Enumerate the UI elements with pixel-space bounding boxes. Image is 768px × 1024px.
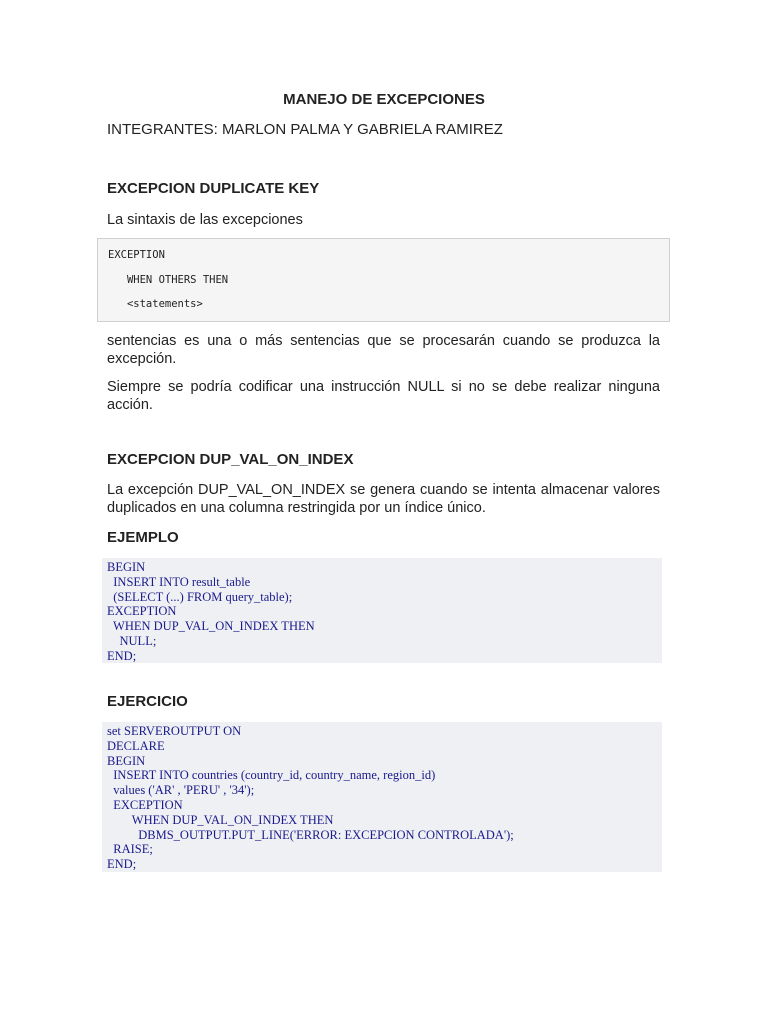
code-line: (SELECT (...) FROM query_table); — [107, 589, 293, 604]
heading-ejemplo: EJEMPLO — [107, 529, 179, 546]
members-line: INTEGRANTES: MARLON PALMA Y GABRIELA RAMIREZ — [107, 121, 503, 138]
code-line: INSERT INTO countries (country_id, country_name, region_id) — [107, 768, 436, 783]
code-line: EXCEPTION — [107, 604, 177, 619]
document-title: MANEJO DE EXCEPCIONES — [283, 91, 485, 108]
code-line: WHEN OTHERS THEN — [108, 274, 229, 286]
code-line: END; — [107, 857, 137, 872]
heading-duplicate-key: EXCEPCION DUPLICATE KEY — [107, 180, 320, 197]
code-line: WHEN DUP_VAL_ON_INDEX THEN — [107, 812, 334, 827]
syntax-code-block — [97, 238, 670, 322]
code-line: EXCEPTION — [107, 797, 183, 812]
example-code-block — [102, 558, 662, 663]
heading-ejercicio: EJERCICIO — [107, 693, 188, 710]
code-line: DECLARE — [107, 738, 165, 753]
code-line: set SERVEROUTPUT ON — [107, 724, 242, 738]
code-line: <statements> — [108, 298, 203, 310]
syntax-intro: La sintaxis de las excepciones — [107, 212, 303, 228]
code-line: DBMS_OUTPUT.PUT_LINE('ERROR: EXCEPCION CONTROLADA'); — [107, 827, 514, 842]
paragraph-null: Siempre se podría codificar una instrucción NULL si no se debe realizar ninguna acción. — [107, 379, 660, 413]
code-line: BEGIN — [107, 560, 146, 574]
code-line: values ('AR' , 'PERU' , '34'); — [107, 783, 255, 798]
code-line: WHEN DUP_VAL_ON_INDEX THEN — [107, 619, 315, 634]
code-line: INSERT INTO result_table — [107, 574, 251, 589]
code-line: BEGIN — [107, 753, 146, 768]
paragraph-dup-val: La excepción DUP_VAL_ON_INDEX se genera cuando se intenta almacenar valores duplicados en una columna restringida por un índice único. — [107, 482, 660, 516]
heading-dup-val-on-index: EXCEPCION DUP_VAL_ON_INDEX — [107, 451, 354, 468]
paragraph-statements: sentencias es una o más sentencias que se procesarán cuando se produzca la excepción. — [107, 333, 660, 367]
exercise-code-block — [102, 722, 662, 872]
code-line: NULL; — [107, 633, 157, 648]
code-line: END; — [107, 648, 137, 663]
code-line: RAISE; — [107, 842, 153, 857]
code-line: EXCEPTION — [108, 249, 165, 261]
